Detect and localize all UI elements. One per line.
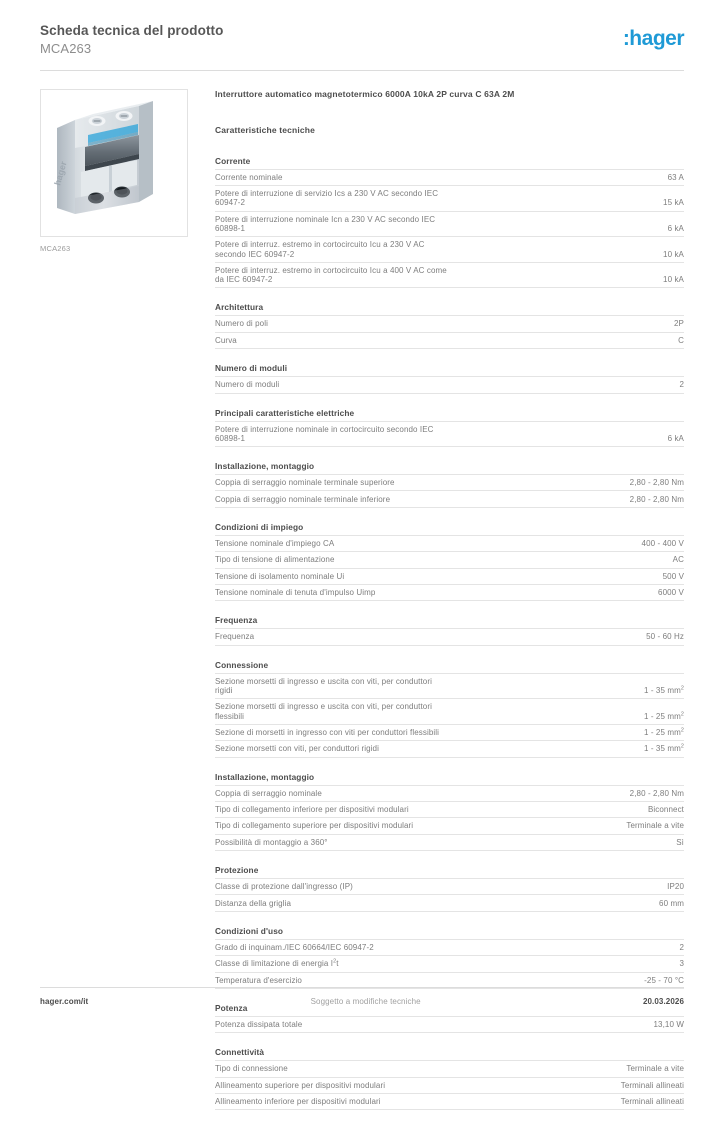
spec-value: 1 - 35 $mm^2$ xyxy=(643,685,684,695)
spec-value: 60 mm xyxy=(659,898,684,908)
spec-group-title: Condizioni di impiego xyxy=(215,521,304,532)
spec-value: 2,80 - 2,80 Nm xyxy=(629,788,684,798)
spec-table xyxy=(215,474,684,508)
spec-value: Terminali allineati xyxy=(620,1097,684,1107)
spec-value: 1 - 25 $mm^2$ xyxy=(643,710,684,721)
spec-label: Classe di limitazione di energia $I^2t$ xyxy=(215,958,339,969)
table-row xyxy=(215,1061,684,1077)
spec-table xyxy=(215,628,684,645)
spec-label: Allineamento superiore per dispositivi modulari xyxy=(215,1080,386,1090)
table-row xyxy=(215,584,684,600)
table-row xyxy=(215,834,684,850)
spec-group-title: Connettività xyxy=(215,1047,265,1058)
spec-label: Distanza della griglia xyxy=(215,898,292,908)
spec-label: Numero di poli xyxy=(215,319,268,329)
table-row xyxy=(215,785,684,801)
spec-group xyxy=(215,772,684,852)
spec-label: Grado di inquinam./IEC 60664/IEC 60947-2 xyxy=(215,942,374,952)
spec-group xyxy=(215,408,684,448)
spec-label: Coppia di serraggio nominale xyxy=(215,788,322,798)
table-row xyxy=(215,421,684,447)
spec-value: 6 kA xyxy=(667,433,684,443)
spec-label: Tensione di isolamento nominale Ui xyxy=(215,571,345,581)
technical-characteristics-heading: Caratteristiche tecniche xyxy=(215,124,315,135)
product-image-frame xyxy=(40,89,188,237)
table-row xyxy=(215,535,684,551)
spec-label: Temperatura d'esercizio xyxy=(215,975,302,985)
spec-group xyxy=(215,926,684,989)
table-row xyxy=(215,673,684,699)
spec-value: -25 - 70 °C xyxy=(644,975,684,985)
table-row xyxy=(215,1094,684,1110)
product-description-heading: Interruttore automatico magnetotermico 6000A 10kA 2P curva C 63A 2M xyxy=(215,88,515,99)
spec-label: Numero di moduli xyxy=(215,380,280,390)
miniature-circuit-breaker-photo xyxy=(41,90,187,236)
footer-date: 20.03.2026 xyxy=(642,997,684,1006)
spec-label: Sezione morsetti con viti, per conduttori rigidi xyxy=(215,744,379,754)
spec-label: Potere di interruzione nominale in cortocircuito secondo IEC 60898-1 xyxy=(215,424,434,443)
table-row xyxy=(215,237,684,263)
spec-label: Corrente nominale xyxy=(215,172,283,182)
spec-group xyxy=(215,1003,684,1033)
product-image-column xyxy=(40,89,192,253)
spec-label: Tensione nominale di tenuta d'impulso Uimp xyxy=(215,588,376,598)
spec-group xyxy=(215,461,684,508)
spec-label: Potere di interruzione nominale Icn a 230 V AC secondo IEC 60898-1 xyxy=(215,214,436,233)
spec-label: Possibilità di montaggio a 360° xyxy=(215,837,328,847)
spec-label: Potenza dissipata totale xyxy=(215,1020,303,1030)
spec-group-title: Installazione, montaggio xyxy=(215,461,315,472)
hager-logo: :hager xyxy=(622,27,684,50)
table-row xyxy=(215,211,684,237)
spec-value: 500 V xyxy=(662,571,684,581)
spec-value: Terminale a vite xyxy=(626,821,684,831)
spec-value: 15 kA xyxy=(663,198,684,208)
spec-group-title: Numero di moduli xyxy=(215,363,288,374)
spec-label: Classe di protezione dall'ingresso (IP) xyxy=(215,882,353,892)
svg-text:hager: hager xyxy=(52,159,69,187)
table-row xyxy=(215,956,684,972)
spec-value: 3 xyxy=(679,959,684,969)
spec-group-title: Architettura xyxy=(215,302,264,313)
spec-value: 63 A xyxy=(667,172,684,182)
spec-value: Biconnect xyxy=(647,805,684,815)
page-body xyxy=(40,89,684,1124)
spec-label: Sezione di morsetti in ingresso con viti per conduttori flessibili xyxy=(215,727,440,737)
spec-value: 1 - 25 $mm^2$ xyxy=(643,727,684,737)
spec-label: Curva xyxy=(215,335,237,345)
table-row xyxy=(215,1077,684,1093)
table-row xyxy=(215,491,684,507)
spec-value: 6000 V xyxy=(658,588,684,598)
spec-group xyxy=(215,865,684,912)
page-footer xyxy=(40,987,684,1006)
spec-group-title: Corrente xyxy=(215,155,251,166)
spec-value: 2P xyxy=(674,319,684,329)
footer-divider xyxy=(40,987,684,988)
spec-value: C xyxy=(678,335,684,345)
page-subtitle-product-code: MCA263 xyxy=(40,41,92,57)
footer-website-link[interactable]: hager.com/it xyxy=(40,997,89,1006)
table-row xyxy=(215,568,684,584)
spec-group xyxy=(215,1047,684,1110)
spec-table xyxy=(215,421,684,448)
table-row xyxy=(215,186,684,212)
spec-value: AC xyxy=(672,555,684,565)
spec-label: Coppia di serraggio nominale terminale superiore xyxy=(215,478,395,488)
spec-group-title: Connessione xyxy=(215,659,269,670)
spec-label: Sezione morsetti di ingresso e uscita con viti, per conduttori rigidi xyxy=(215,676,432,695)
spec-table xyxy=(215,535,684,602)
spec-table xyxy=(215,1016,684,1033)
table-row xyxy=(215,895,684,911)
spec-value: 13,10 W xyxy=(653,1020,684,1030)
spec-group-title: Frequenza xyxy=(215,615,258,626)
specifications-column xyxy=(215,89,684,1124)
table-row xyxy=(215,818,684,834)
table-row xyxy=(215,879,684,895)
spec-group xyxy=(215,522,684,602)
spec-table xyxy=(215,878,684,912)
spec-group xyxy=(215,660,684,758)
spec-table xyxy=(215,785,684,852)
spec-value: 2 xyxy=(679,942,684,952)
table-row xyxy=(215,724,684,740)
spec-group xyxy=(215,156,684,289)
table-row xyxy=(215,169,684,185)
header-titles xyxy=(40,22,223,58)
spec-value: IP20 xyxy=(667,882,684,892)
spec-table xyxy=(215,376,684,393)
table-row xyxy=(215,316,684,332)
spec-value: 2,80 - 2,80 Nm xyxy=(629,494,684,504)
table-row xyxy=(215,741,684,757)
table-row xyxy=(215,629,684,645)
spec-value: 6 kA xyxy=(667,223,684,233)
spec-label: Tipo di tensione di alimentazione xyxy=(215,555,335,565)
table-row xyxy=(215,377,684,393)
spec-value: 10 kA xyxy=(663,249,684,259)
spec-label: Tipo di collegamento superiore per dispositivi modulari xyxy=(215,821,414,831)
spec-groups-container xyxy=(215,156,684,1111)
spec-value: Terminali allineati xyxy=(620,1080,684,1090)
spec-value: Sì xyxy=(676,837,684,847)
page-header xyxy=(40,0,684,58)
product-image-caption: MCA263 xyxy=(40,243,71,253)
spec-label: Tipo di connessione xyxy=(215,1064,288,1074)
table-row xyxy=(215,939,684,955)
spec-label: Tensione nominale d'impiego CA xyxy=(215,538,335,548)
table-row xyxy=(215,475,684,491)
spec-label: Allineamento inferiore per dispositivi modulari xyxy=(215,1097,381,1107)
spec-table xyxy=(215,169,684,289)
spec-label: Sezione morsetti di ingresso e uscita con viti, per conduttori flessibili xyxy=(215,702,432,721)
table-row xyxy=(215,699,684,725)
spec-label: Frequenza xyxy=(215,632,255,642)
table-row xyxy=(215,332,684,348)
spec-value: Terminale a vite xyxy=(626,1064,684,1074)
page-title: Scheda tecnica del prodotto xyxy=(40,23,224,38)
spec-label: Coppia di serraggio nominale terminale inferiore xyxy=(215,494,391,504)
table-row xyxy=(215,262,684,288)
spec-group-title: Potenza xyxy=(215,1002,248,1013)
spec-label: Potere di interruz. estremo in cortocircuito Icu a 230 V AC secondo IEC 60947-2 xyxy=(215,240,425,259)
spec-group-title: Installazione, montaggio xyxy=(215,771,315,782)
spec-table xyxy=(215,939,684,989)
spec-value: 2,80 - 2,80 Nm xyxy=(629,478,684,488)
table-row xyxy=(215,1016,684,1032)
spec-label: Tipo di collegamento inferiore per dispositivi modulari xyxy=(215,805,409,815)
spec-table xyxy=(215,1060,684,1110)
spec-group xyxy=(215,302,684,349)
footer-disclaimer: Soggetto a modifiche tecniche xyxy=(310,997,421,1006)
spec-value: 1 - 35 $mm^2$ xyxy=(643,743,684,754)
table-row xyxy=(215,801,684,817)
table-row xyxy=(215,972,684,988)
table-row xyxy=(215,552,684,568)
spec-group xyxy=(215,615,684,645)
spec-table xyxy=(215,673,684,758)
spec-value: 50 - 60 Hz xyxy=(646,632,684,642)
spec-label: Potere di interruzione di servizio Ics a 230 V AC secondo IEC 60947-2 xyxy=(215,189,439,208)
spec-group-title: Protezione xyxy=(215,865,259,876)
spec-table xyxy=(215,315,684,349)
spec-group xyxy=(215,363,684,393)
spec-group-title: Condizioni d'uso xyxy=(215,925,284,936)
spec-value: 2 xyxy=(679,380,684,390)
spec-value: 10 kA xyxy=(663,275,684,285)
header-divider xyxy=(40,70,684,71)
spec-value: 400 - 400 V xyxy=(641,538,684,548)
spec-group-title: Principali caratteristiche elettriche xyxy=(215,407,355,418)
spec-label: Potere di interruz. estremo in cortocircuito Icu a 400 V AC come da IEC 60947-2 xyxy=(215,265,447,285)
